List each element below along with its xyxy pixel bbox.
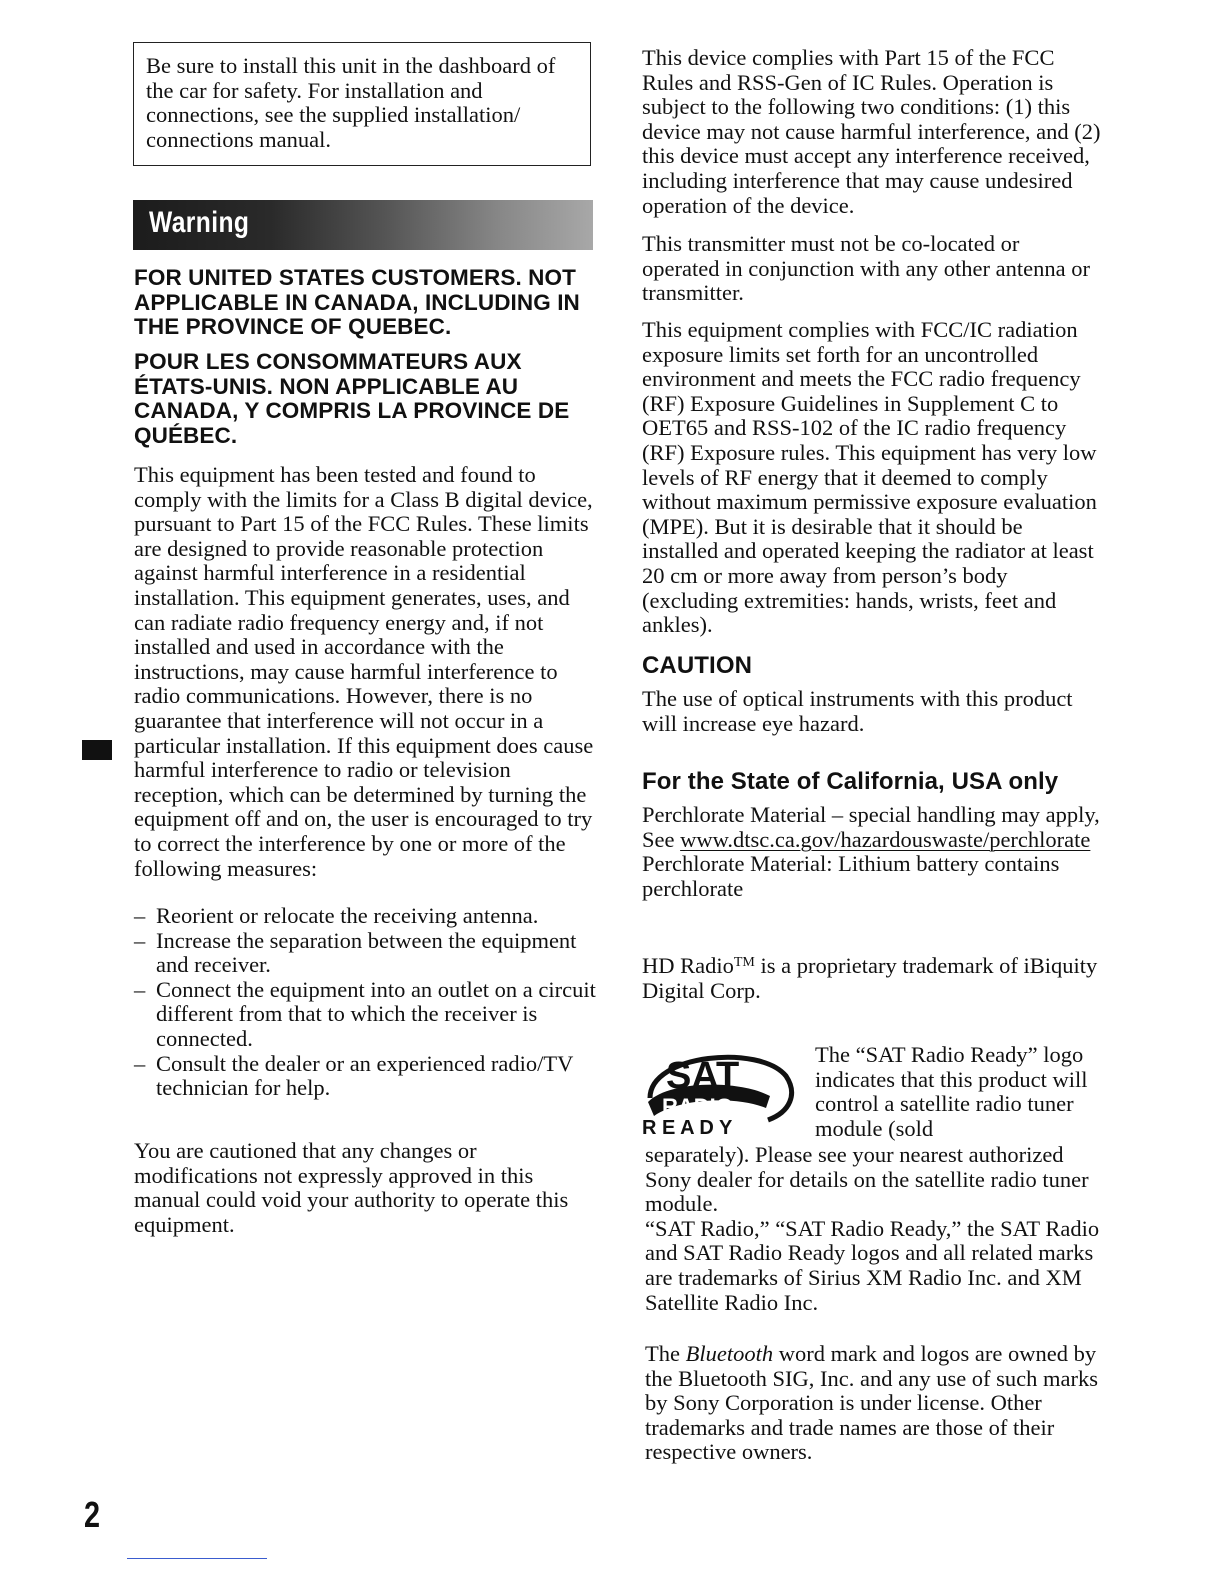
list-dash: – [134,903,146,928]
perchlorate-line: Perchlorate Material: Lithium battery contains perchlorate [642,851,1060,901]
perchlorate-link[interactable]: www.dtsc.ca.gov/hazardouswaste/perchlorate [680,826,1091,852]
sat-dealer-text: separately). Please see your nearest authorized Sony dealer for details on the satellite radio tuner module. [645,1142,1089,1217]
sat-logo-word-sat: SAT [666,1055,740,1097]
perchlorate-line: Perchlorate Material – special handling may apply, [642,802,1100,827]
measure-text: Consult the dealer or an experienced radio/TV technician for help. [156,1050,573,1101]
install-notice-box [133,42,591,166]
sat-logo-description: The “SAT Radio Ready” logo indicates that this product will control a satellite radio tuner module (sold [815,1042,1088,1141]
section-marker-tab [82,740,112,760]
measure-text: Reorient or relocate the receiving antenna. [156,903,539,928]
perchlorate-notice [642,803,1102,901]
perchlorate-url-line [642,828,1102,853]
radiation-exposure-paragraph: This equipment complies with FCC/IC radiation exposure limits set forth for an uncontrolled environment and meets the FCC radio frequency (RF) Exposure Guidelines in Supplement C to OET65 and RSS-102 of the IC radio frequency (RF) Exposure rules. This equipment has very low levels of RF energy that it deemed to comply without maximum permissive exposure evaluation (MPE). But it is desirable that it should be installed and operated keeping the radiator at least 20 cm or more away from person’s body (excluding extremities: hands, wrists, feet and ankles). [642,317,1097,638]
install-notice-text: Be sure to install this unit in the dashboard of the car for safety. For installation and connections, see the supplied installation/ connections manual. [146,53,556,152]
hd-radio-trademark-paragraph [642,951,1102,1003]
bluetooth-word: Bluetooth [685,1341,774,1366]
bluetooth-text: word mark and logos are owned by the Bluetooth SIG, Inc. and any use of such marks by Sony Corporation is under license. Other trademarks and trade names are those of their respective owners. [645,1341,1099,1465]
interference-measures-list [134,904,604,1101]
bluetooth-trademark-paragraph [645,1342,1105,1465]
list-item [134,904,604,929]
fcc-compliance-paragraph: This equipment has been tested and found to comply with the limits for a Class B digital device, pursuant to Part 15 of the FCC Rules. These limits are designed to provide reasonable protection against harmful interference in a residential installation. This equipment generates, uses, and can radiate radio frequency energy and, if not installed and used in accordance with the instructions, may cause harmful interference to radio communications. However, there is no guarantee that interference will not occur in a particular installation. If this equipment does cause harmful interference to radio or television reception, which can be determined by turning the equipment off and on, the user is encouraged to try to correct the interference by one or more of the following measures: [134,462,594,881]
hd-radio-name: HD Radio [642,953,734,978]
hd-radio-text: is a proprietary trademark of iBiquity Digital Corp. [642,953,1098,1003]
modification-caution-paragraph: You are cautioned that any changes or modifications not expressly approved in this manual could void your authority to operate this equipment. [134,1138,569,1237]
perchlorate-see-label: See [642,826,681,852]
rss-compliance-paragraph: This device complies with Part 15 of the FCC Rules and RSS-Gen of IC Rules. Operation is subject to the following two conditions: (1) this device may not cause harmful interference, and (2) this device must accept any interference received, including interference that may cause undesired operation of the device. [642,45,1101,218]
us-customers-heading: FOR UNITED STATES CUSTOMERS. NOT APPLICABLE IN CANADA, INCLUDING IN THE PROVINCE OF QUEBEC. [134,265,580,339]
measure-text: Connect the equipment into an outlet on a circuit different from that to which the receiver is connected. [156,976,596,1051]
warning-label: Warning [149,206,250,239]
sat-logo-word-radio: RADIO [662,1094,733,1119]
caution-heading: CAUTION [642,652,753,679]
sat-radio-ready-logo [640,1036,810,1136]
list-dash: – [134,927,146,953]
footer-rule [127,1558,267,1559]
caution-text: The use of optical instruments with this product will increase eye hazard. [642,686,1073,736]
california-heading: For the State of California, USA only [642,768,1059,795]
sat-radio-paragraph [645,1143,1105,1315]
colocation-paragraph: This transmitter must not be co-located or operated in conjunction with any other antenna or transmitter. [642,231,1090,306]
french-customers-heading: POUR LES CONSOMMATEURS AUX ÉTATS-UNIS. NON APPLICABLE AU CANADA, Y COMPRIS LA PROVINCE DE QUÉBEC. [134,349,570,448]
list-item [134,978,604,1052]
list-item [134,1052,604,1101]
list-dash: – [134,976,146,1002]
warning-banner [133,200,593,250]
list-item [134,929,604,978]
trademark-symbol: TM [733,955,755,970]
sat-trademarks-text: “SAT Radio,” “SAT Radio Ready,” the SAT Radio and SAT Radio Ready logos and all related marks are trademarks of Sirius XM Radio Inc. and XM Satellite Radio Inc. [645,1215,1100,1315]
page-number: 2 [84,1494,101,1535]
sat-logo-word-ready: R E A D Y [642,1117,733,1136]
measure-text: Increase the separation between the equipment and receiver. [156,927,577,978]
list-dash: – [134,1050,146,1076]
bluetooth-the: The [645,1341,686,1366]
